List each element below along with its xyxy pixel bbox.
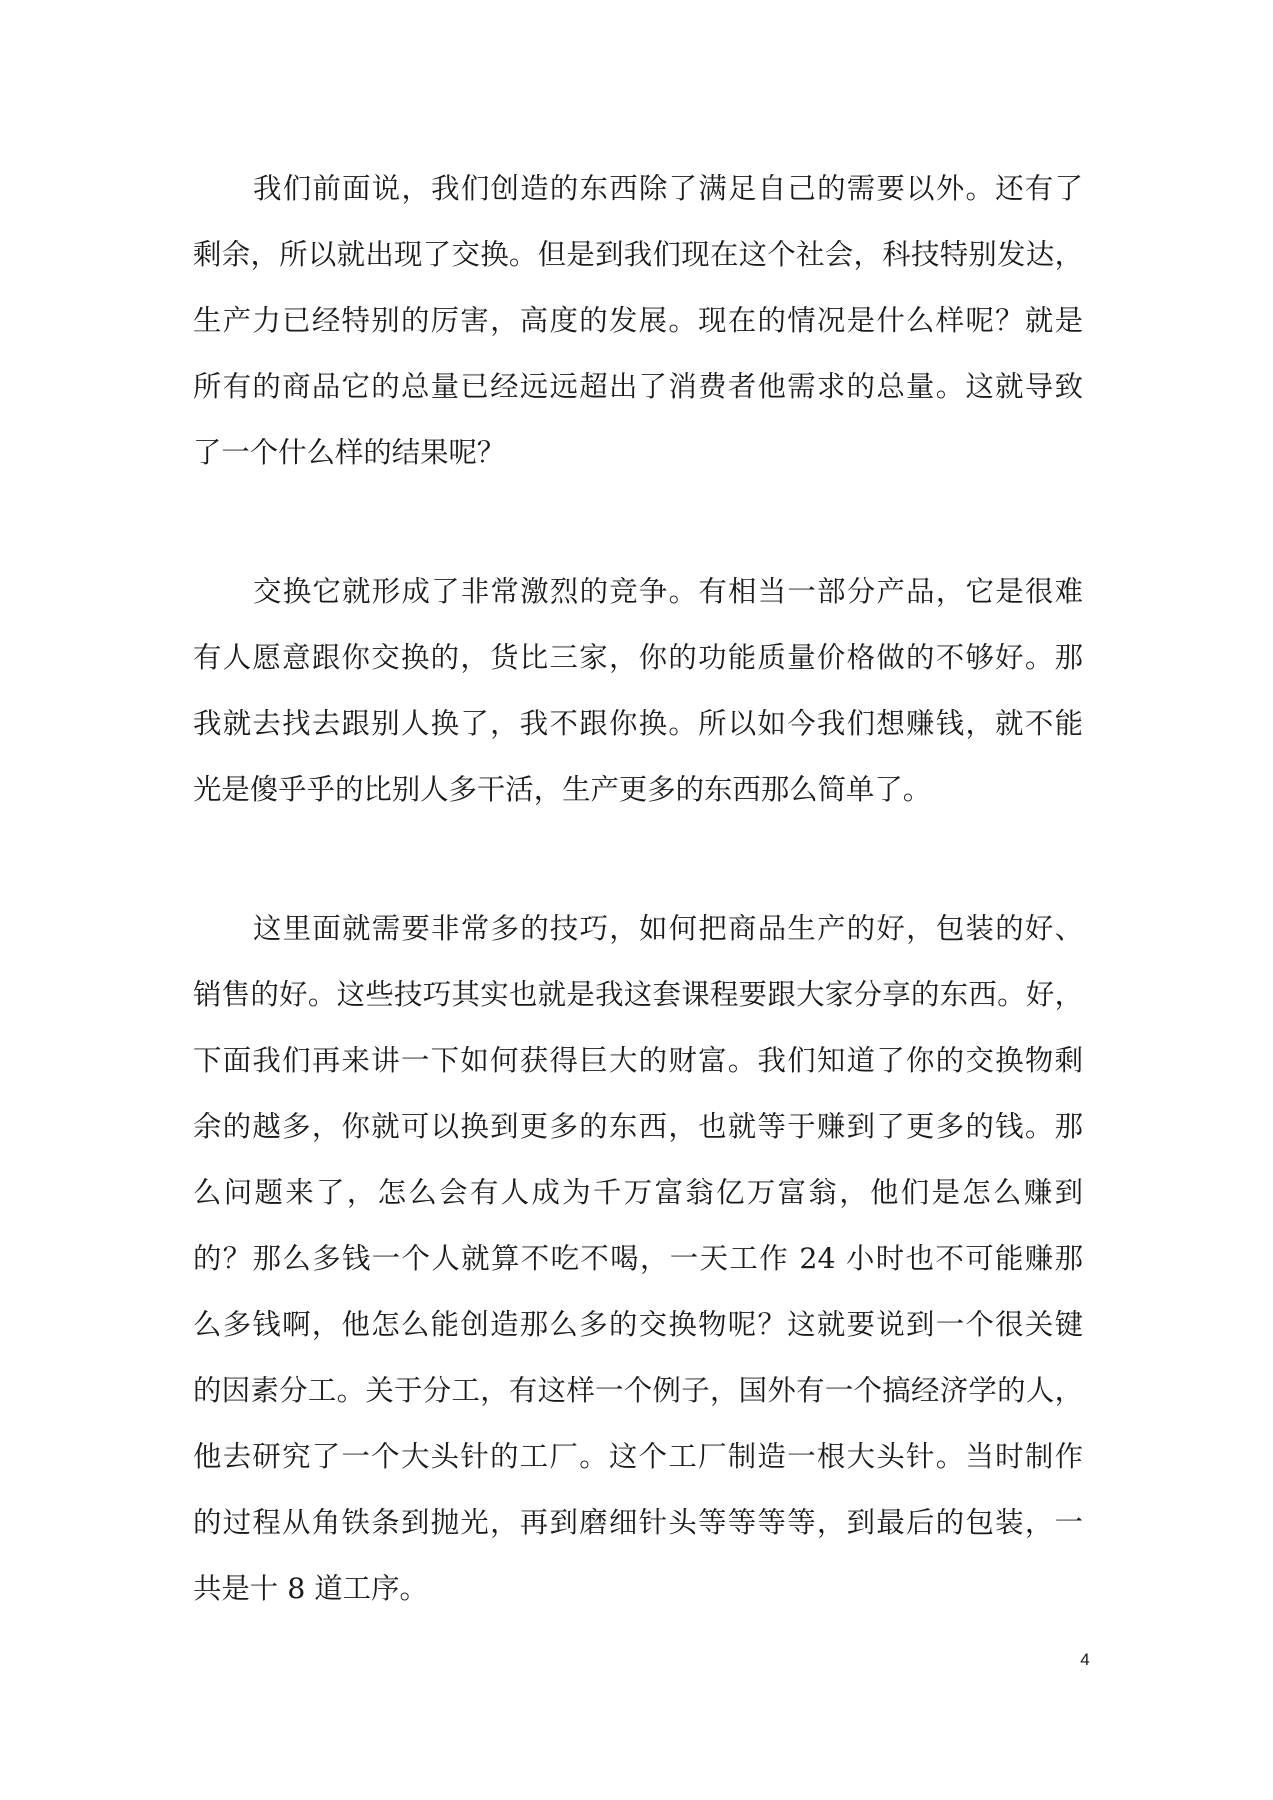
paragraph-3-line-6: 的？那么多钱一个人就算不吃不喝，一天工作 24 小时也不可能赚那 (193, 1242, 1083, 1275)
paragraph-2-line-3: 我就去找去跟别人换了，我不跟你换。所以如今我们想赚钱，就不能 (193, 707, 1083, 740)
paragraph-2-line-1: 交换它就形成了非常激烈的竞争。有相当一部分产品，它是很难 (253, 575, 1083, 608)
paragraph-3-line-3: 下面我们再来讲一下如何获得巨大的财富。我们知道了你的交换物剩 (193, 1044, 1083, 1077)
paragraph-3-line-9: 他去研究了一个大头针的工厂。这个工厂制造一根大头针。当时制作 (193, 1440, 1083, 1473)
paragraph-3-line-8: 的因素分工。关于分工，有这样一个例子，国外有一个搞经济学的人， (193, 1374, 1083, 1407)
page-number: 4 (1080, 1650, 1090, 1669)
paragraph-2-line-2: 有人愿意跟你交换的，货比三家，你的功能质量价格做的不够好。那 (193, 641, 1083, 674)
paragraph-3-line-2: 销售的好。这些技巧其实也就是我这套课程要跟大家分享的东西。好， (193, 978, 1083, 1011)
paragraph-3-line-4: 余的越多，你就可以换到更多的东西，也就等于赚到了更多的钱。那 (193, 1110, 1083, 1143)
paragraph-3-line-11: 共是十 8 道工序。 (193, 1572, 428, 1605)
paragraph-3-line-1: 这里面就需要非常多的技巧，如何把商品生产的好，包装的好、 (253, 912, 1083, 945)
paragraph-1-line-3: 生产力已经特别的厉害，高度的发展。现在的情况是什么样呢？就是 (193, 304, 1083, 337)
paragraph-1-line-4: 所有的商品它的总量已经远远超出了消费者他需求的总量。这就导致 (193, 370, 1083, 403)
paragraph-3-line-10: 的过程从角铁条到抛光，再到磨细针头等等等等，到最后的包装，一 (193, 1506, 1083, 1539)
paragraph-1-line-2: 剩余，所以就出现了交换。但是到我们现在这个社会，科技特别发达， (193, 238, 1083, 271)
paragraph-1-line-5: 了一个什么样的结果呢？ (193, 436, 506, 469)
paragraph-3-line-7: 么多钱啊，他怎么能创造那么多的交换物呢？这就要说到一个很关键 (193, 1308, 1083, 1341)
paragraph-1-line-1: 我们前面说，我们创造的东西除了满足自己的需要以外。还有了 (253, 172, 1083, 205)
paragraph-3-line-5: 么问题来了，怎么会有人成为千万富翁亿万富翁，他们是怎么赚到 (193, 1176, 1083, 1209)
paragraph-2-line-4: 光是傻乎乎的比别人多干活，生产更多的东西那么简单了。 (193, 773, 932, 806)
